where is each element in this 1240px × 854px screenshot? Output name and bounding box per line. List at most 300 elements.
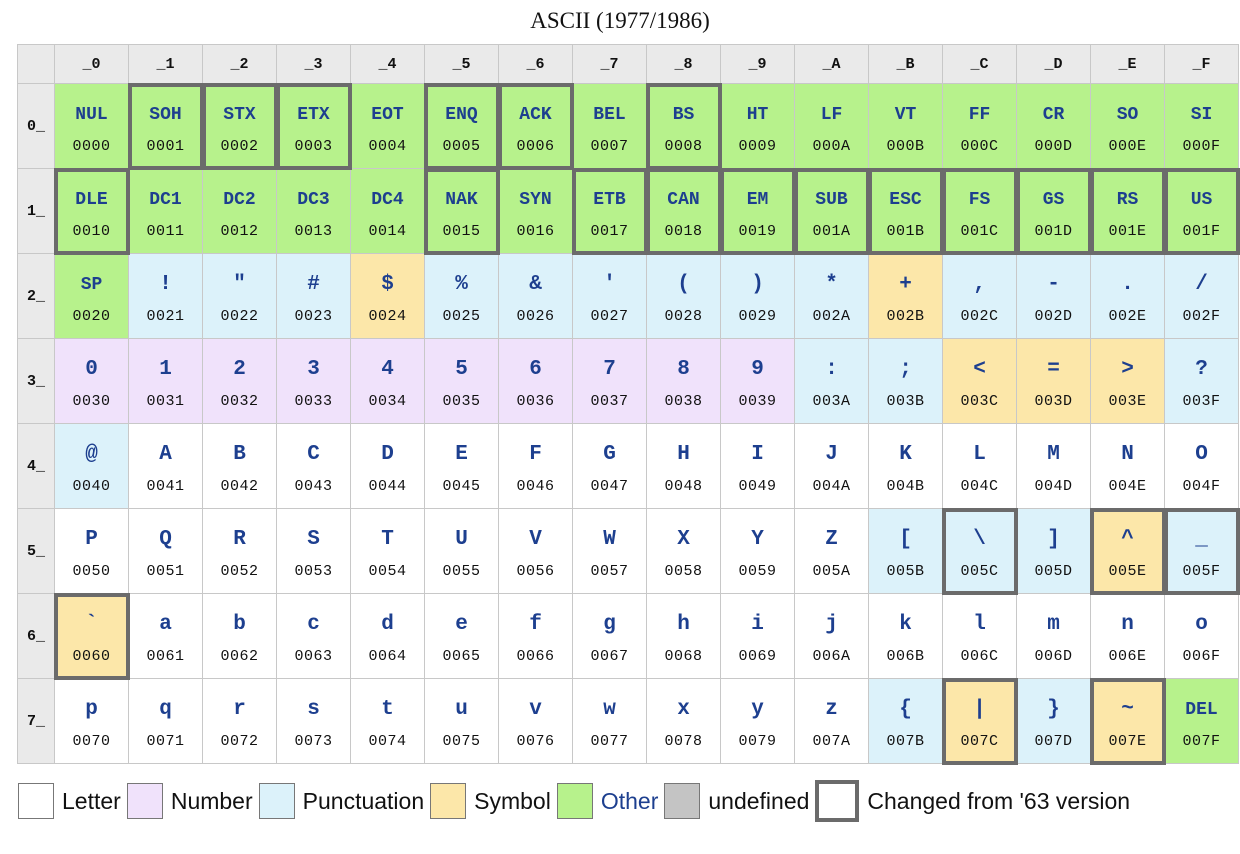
char-cell [1165, 594, 1239, 679]
column-header: _E [1091, 45, 1165, 84]
char-cell [573, 424, 647, 509]
char-code: 0076 [516, 732, 555, 750]
char-code: 0032 [220, 392, 259, 410]
char-code: 006E [1108, 647, 1147, 665]
char-code: 006B [886, 647, 925, 665]
char-glyph: NUL [75, 104, 108, 125]
column-header-row [18, 45, 1239, 84]
table-row [18, 169, 1239, 254]
table-row [18, 424, 1239, 509]
char-glyph: B [233, 442, 246, 466]
char-cell [943, 424, 1017, 509]
char-code: 000C [960, 137, 999, 155]
legend-label: Symbol [474, 787, 551, 814]
char-cell [425, 254, 499, 339]
char-code: 003D [1034, 392, 1073, 410]
char-code: 0066 [516, 647, 555, 665]
char-cell [351, 169, 425, 254]
char-cell [1165, 254, 1239, 339]
char-cell [277, 254, 351, 339]
char-glyph: ) [751, 272, 764, 296]
char-glyph: S [307, 527, 320, 551]
char-code: 0015 [442, 222, 481, 240]
legend-label: Punctuation [302, 787, 425, 814]
char-cell [1017, 339, 1091, 424]
char-code: 0034 [368, 392, 407, 410]
char-code: 002B [886, 307, 925, 325]
char-cell [1091, 424, 1165, 509]
char-glyph: NAK [445, 189, 478, 210]
char-glyph: SP [80, 274, 103, 295]
char-code: 004C [960, 477, 999, 495]
char-cell [203, 679, 277, 764]
char-glyph: SOH [149, 104, 182, 125]
char-code: 0062 [220, 647, 259, 665]
char-cell [573, 679, 647, 764]
char-cell [129, 424, 203, 509]
legend-swatch [18, 783, 54, 819]
char-glyph: v [529, 697, 542, 721]
char-cell [55, 424, 129, 509]
char-code: 0026 [516, 307, 555, 325]
char-glyph: , [973, 272, 986, 296]
char-glyph: Q [159, 527, 172, 551]
char-cell [573, 169, 647, 254]
char-glyph: SYN [519, 189, 552, 210]
char-cell [943, 84, 1017, 169]
char-code: 0030 [72, 392, 111, 410]
char-glyph: < [973, 357, 986, 381]
char-glyph: ( [677, 272, 690, 296]
char-cell [1165, 169, 1239, 254]
char-cell [647, 594, 721, 679]
char-glyph: r [233, 697, 246, 721]
char-glyph: s [307, 697, 320, 721]
char-glyph: EM [746, 189, 769, 210]
char-code: 0019 [738, 222, 777, 240]
char-glyph: LF [820, 104, 843, 125]
char-cell [277, 84, 351, 169]
char-glyph: 9 [751, 357, 764, 381]
char-glyph: c [307, 612, 320, 636]
char-glyph: x [677, 697, 690, 721]
char-cell [1165, 679, 1239, 764]
char-code: 0004 [368, 137, 407, 155]
char-code: 0011 [146, 222, 185, 240]
char-code: 002E [1108, 307, 1147, 325]
char-code: 000E [1108, 137, 1147, 155]
char-code: 005D [1034, 562, 1073, 580]
char-code: 0079 [738, 732, 777, 750]
legend-swatch [815, 780, 859, 822]
char-glyph: ESC [889, 189, 922, 210]
char-code: 005B [886, 562, 925, 580]
char-glyph: - [1047, 272, 1060, 296]
char-glyph: z [825, 697, 838, 721]
char-cell [721, 594, 795, 679]
char-glyph: R [233, 527, 246, 551]
char-cell [1091, 84, 1165, 169]
char-glyph: q [159, 697, 172, 721]
char-glyph: \ [973, 527, 986, 551]
char-cell [869, 679, 943, 764]
char-code: 003C [960, 392, 999, 410]
char-glyph: ETX [297, 104, 330, 125]
char-glyph: . [1121, 272, 1134, 296]
char-glyph: ^ [1121, 527, 1134, 551]
char-glyph: STX [223, 104, 256, 125]
char-cell [425, 169, 499, 254]
char-glyph: 2 [233, 357, 246, 381]
char-glyph: T [381, 527, 394, 551]
char-code: 0067 [590, 647, 629, 665]
char-cell [573, 339, 647, 424]
char-glyph: % [455, 272, 468, 296]
char-glyph: A [159, 442, 172, 466]
char-code: 0054 [368, 562, 407, 580]
char-cell [795, 509, 869, 594]
char-code: 0038 [664, 392, 703, 410]
char-code: 001A [812, 222, 851, 240]
char-glyph: 3 [307, 357, 320, 381]
legend-label: Other [600, 787, 659, 814]
char-cell [647, 679, 721, 764]
char-glyph: DLE [75, 189, 108, 210]
char-code: 0069 [738, 647, 777, 665]
char-cell [943, 254, 1017, 339]
char-code: 0070 [72, 732, 111, 750]
char-code: 000A [812, 137, 851, 155]
char-code: 0020 [72, 307, 111, 325]
char-cell [277, 679, 351, 764]
char-code: 0005 [442, 137, 481, 155]
char-code: 0045 [442, 477, 481, 495]
char-cell [203, 509, 277, 594]
row-header: 0_ [18, 84, 55, 169]
char-cell [425, 509, 499, 594]
char-glyph: GS [1042, 189, 1065, 210]
row-header: 3_ [18, 339, 55, 424]
char-glyph: e [455, 612, 468, 636]
char-cell [351, 84, 425, 169]
char-glyph: 7 [603, 357, 616, 381]
char-glyph: SI [1190, 104, 1213, 125]
char-code: 0024 [368, 307, 407, 325]
char-code: 0039 [738, 392, 777, 410]
char-cell [129, 169, 203, 254]
char-code: 0077 [590, 732, 629, 750]
char-glyph: VT [894, 104, 917, 125]
char-cell [1091, 509, 1165, 594]
char-cell [55, 169, 129, 254]
char-glyph: o [1195, 612, 1208, 636]
char-cell [1091, 339, 1165, 424]
column-header: _B [869, 45, 943, 84]
char-glyph: b [233, 612, 246, 636]
page-title: ASCII (1977/1986) [530, 8, 710, 33]
char-code: 0073 [294, 732, 333, 750]
char-glyph: _ [1195, 527, 1208, 551]
char-glyph: DEL [1185, 699, 1218, 720]
char-code: 0009 [738, 137, 777, 155]
char-cell [203, 339, 277, 424]
char-glyph: & [529, 272, 542, 296]
char-code: 0052 [220, 562, 259, 580]
char-glyph: f [529, 612, 542, 636]
legend-item-undefined [664, 783, 809, 819]
char-code: 006A [812, 647, 851, 665]
char-code: 007B [886, 732, 925, 750]
column-header: _8 [647, 45, 721, 84]
char-code: 005F [1182, 562, 1221, 580]
char-code: 002A [812, 307, 851, 325]
char-code: 0046 [516, 477, 555, 495]
char-cell [573, 594, 647, 679]
column-header: _3 [277, 45, 351, 84]
table-row [18, 594, 1239, 679]
char-cell [1091, 169, 1165, 254]
legend-label: Changed from '63 version [867, 787, 1131, 814]
legend-item-changed [815, 780, 1130, 822]
char-glyph: ! [159, 272, 172, 296]
char-code: 002D [1034, 307, 1073, 325]
char-cell [499, 424, 573, 509]
char-glyph: DC1 [149, 189, 182, 210]
char-cell [721, 169, 795, 254]
char-glyph: a [159, 612, 172, 636]
char-glyph: DC4 [371, 189, 404, 210]
char-cell [647, 169, 721, 254]
char-cell [1017, 424, 1091, 509]
char-code: 0055 [442, 562, 481, 580]
char-glyph: ' [603, 272, 616, 296]
char-glyph: K [899, 442, 912, 466]
char-code: 003A [812, 392, 851, 410]
char-code: 0027 [590, 307, 629, 325]
char-cell [499, 679, 573, 764]
char-code: 000F [1182, 137, 1221, 155]
char-code: 0044 [368, 477, 407, 495]
char-glyph: P [85, 527, 98, 551]
char-glyph: D [381, 442, 394, 466]
char-glyph: M [1047, 442, 1060, 466]
char-code: 0059 [738, 562, 777, 580]
char-cell [1165, 339, 1239, 424]
char-code: 004B [886, 477, 925, 495]
char-glyph: m [1047, 612, 1060, 636]
char-cell [351, 594, 425, 679]
char-code: 0029 [738, 307, 777, 325]
column-header: _2 [203, 45, 277, 84]
char-cell [351, 679, 425, 764]
char-glyph: BS [672, 104, 695, 125]
column-header: _5 [425, 45, 499, 84]
char-glyph: t [381, 697, 394, 721]
char-code: 001C [960, 222, 999, 240]
char-glyph: X [677, 527, 690, 551]
char-code: 0040 [72, 477, 111, 495]
char-glyph: 4 [381, 357, 394, 381]
char-cell [869, 169, 943, 254]
char-cell [277, 424, 351, 509]
char-glyph: { [899, 697, 912, 721]
char-glyph: # [307, 272, 320, 296]
char-cell [869, 339, 943, 424]
char-cell [869, 254, 943, 339]
char-glyph: ` [85, 612, 98, 636]
legend-swatch [430, 783, 466, 819]
char-cell [425, 84, 499, 169]
char-glyph: F [529, 442, 542, 466]
char-glyph: p [85, 697, 98, 721]
legend-item-punctuation [259, 783, 424, 819]
ascii-table [17, 44, 1239, 764]
char-cell [943, 509, 1017, 594]
table-row [18, 254, 1239, 339]
char-code: 0016 [516, 222, 555, 240]
char-glyph: CR [1042, 104, 1065, 125]
char-glyph: 8 [677, 357, 690, 381]
char-cell [869, 594, 943, 679]
char-code: 0008 [664, 137, 703, 155]
char-cell [1091, 594, 1165, 679]
char-code: 0047 [590, 477, 629, 495]
char-cell [1017, 594, 1091, 679]
char-code: 0064 [368, 647, 407, 665]
char-cell [55, 254, 129, 339]
char-cell [499, 339, 573, 424]
char-code: 0003 [294, 137, 333, 155]
char-cell [647, 424, 721, 509]
legend [18, 781, 1136, 821]
char-glyph: DC2 [223, 189, 256, 210]
char-cell [1017, 679, 1091, 764]
char-cell [277, 594, 351, 679]
char-cell [425, 594, 499, 679]
char-glyph: 0 [85, 357, 98, 381]
char-cell [647, 509, 721, 594]
row-header: 4_ [18, 424, 55, 509]
legend-swatch [664, 783, 700, 819]
char-glyph: SUB [815, 189, 848, 210]
char-cell [573, 254, 647, 339]
char-cell [1017, 254, 1091, 339]
char-glyph: FS [968, 189, 991, 210]
char-glyph: 5 [455, 357, 468, 381]
char-glyph: h [677, 612, 690, 636]
char-glyph: Z [825, 527, 838, 551]
char-code: 0048 [664, 477, 703, 495]
char-code: 0043 [294, 477, 333, 495]
char-cell [869, 509, 943, 594]
column-header: _D [1017, 45, 1091, 84]
char-cell [499, 509, 573, 594]
legend-swatch [127, 783, 163, 819]
char-code: 0000 [72, 137, 111, 155]
legend-item-number [127, 783, 253, 819]
char-glyph: k [899, 612, 912, 636]
char-glyph: i [751, 612, 764, 636]
char-cell [129, 254, 203, 339]
char-code: 0061 [146, 647, 185, 665]
column-header: _7 [573, 45, 647, 84]
char-code: 004D [1034, 477, 1073, 495]
legend-item-other [557, 783, 659, 819]
char-code: 0025 [442, 307, 481, 325]
char-code: 0036 [516, 392, 555, 410]
char-glyph: I [751, 442, 764, 466]
char-glyph: O [1195, 442, 1208, 466]
char-cell [721, 424, 795, 509]
char-cell [721, 254, 795, 339]
char-cell [647, 84, 721, 169]
char-code: 007C [960, 732, 999, 750]
char-glyph: d [381, 612, 394, 636]
legend-item-letter [18, 783, 121, 819]
char-glyph: ; [899, 357, 912, 381]
char-cell [721, 84, 795, 169]
char-glyph: W [603, 527, 616, 551]
char-code: 003E [1108, 392, 1147, 410]
char-cell [795, 424, 869, 509]
row-header: 6_ [18, 594, 55, 679]
char-cell [499, 84, 573, 169]
char-glyph: / [1195, 272, 1208, 296]
char-cell [869, 424, 943, 509]
char-glyph: H [677, 442, 690, 466]
char-cell [129, 509, 203, 594]
char-cell [1017, 509, 1091, 594]
char-code: 0072 [220, 732, 259, 750]
char-code: 0060 [72, 647, 111, 665]
char-code: 0012 [220, 222, 259, 240]
char-glyph: w [603, 697, 616, 721]
column-header: _4 [351, 45, 425, 84]
char-code: 007E [1108, 732, 1147, 750]
char-glyph: US [1190, 189, 1213, 210]
legend-swatch [557, 783, 593, 819]
char-glyph: 1 [159, 357, 172, 381]
char-code: 0037 [590, 392, 629, 410]
char-cell [721, 339, 795, 424]
char-code: 0075 [442, 732, 481, 750]
char-cell [277, 509, 351, 594]
char-code: 0050 [72, 562, 111, 580]
char-glyph: ENQ [445, 104, 478, 125]
char-code: 0013 [294, 222, 333, 240]
char-cell [129, 84, 203, 169]
char-cell [277, 169, 351, 254]
char-code: 0017 [590, 222, 629, 240]
char-cell [55, 339, 129, 424]
char-glyph: : [825, 357, 838, 381]
char-cell [499, 594, 573, 679]
char-code: 006D [1034, 647, 1073, 665]
char-code: 001F [1182, 222, 1221, 240]
char-cell [943, 339, 1017, 424]
legend-label: undefined [708, 787, 810, 814]
column-header: _C [943, 45, 1017, 84]
char-cell [795, 84, 869, 169]
char-code: 001E [1108, 222, 1147, 240]
char-code: 0056 [516, 562, 555, 580]
row-header: 1_ [18, 169, 55, 254]
char-code: 0068 [664, 647, 703, 665]
char-code: 004F [1182, 477, 1221, 495]
char-glyph: 6 [529, 357, 542, 381]
char-code: 003F [1182, 392, 1221, 410]
char-cell [795, 339, 869, 424]
